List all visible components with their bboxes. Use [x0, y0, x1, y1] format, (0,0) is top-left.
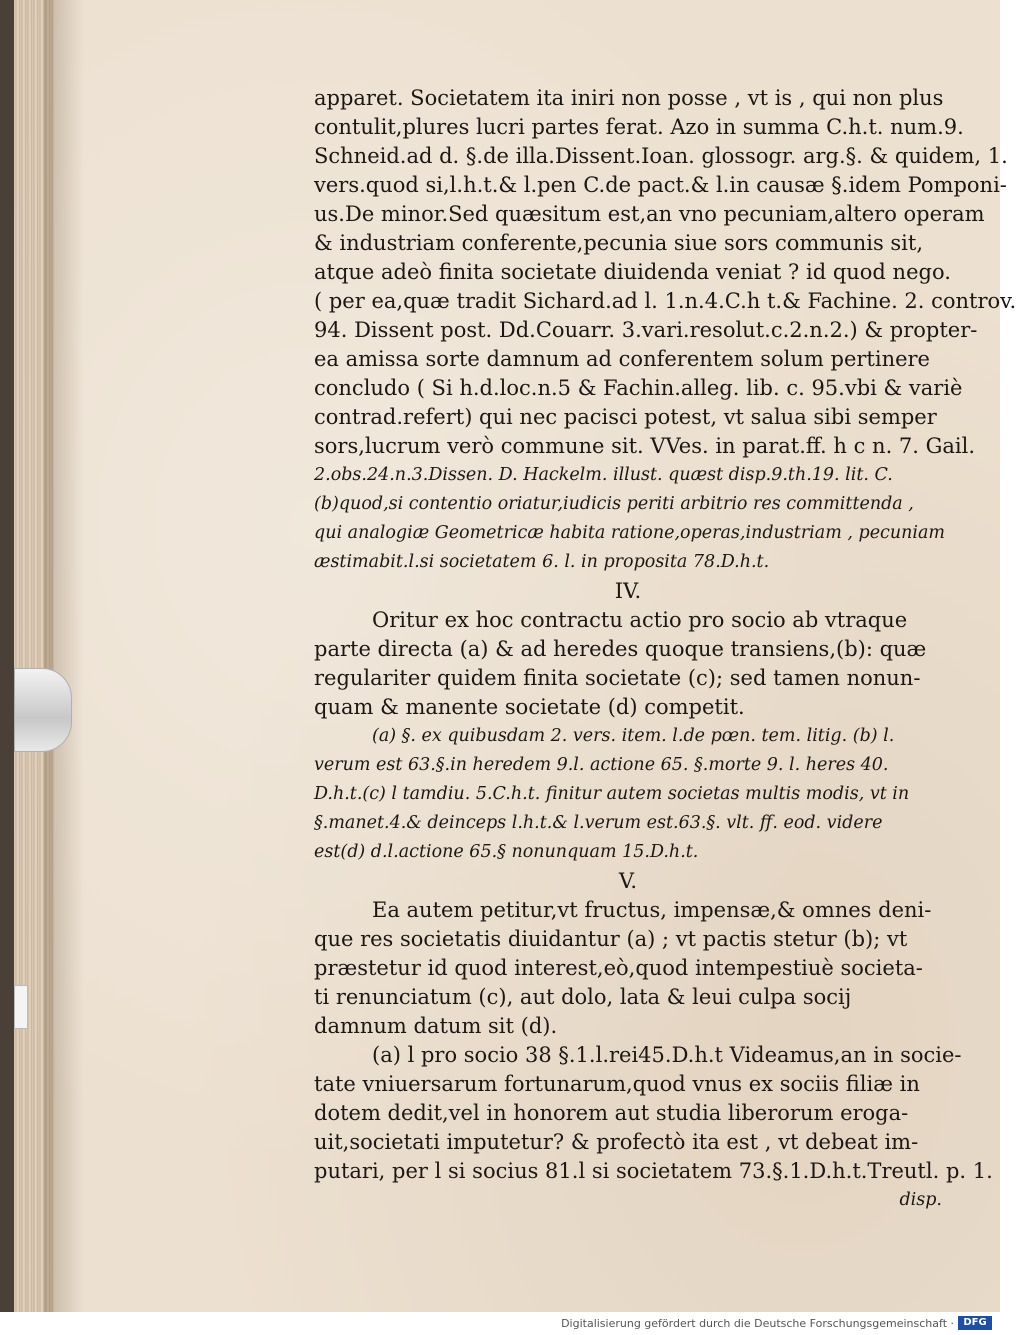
footnote-line: verum est 63.§.in heredem 9.l. actione 65. §.morte 9. l. heres 40.: [314, 755, 889, 775]
paragraph-line: uit,societati imputetur? & profectò ita est , vt debeat im-: [314, 1130, 919, 1154]
footnote-line: (a) §. ex quibusdam 2. vers. item. l.de pœn. tem. litig. (b) l.: [372, 726, 895, 746]
text-line: qui analogiæ Geometricæ habita ratione,operas,industriam , pecuniam: [314, 523, 946, 543]
text-line: atque adeò finita societate diuidenda veniat ? id quod nego.: [314, 260, 951, 284]
paragraph-line: præstetur id quod interest,eò,quod intempestiuè societa-: [314, 956, 923, 980]
paragraph-line: quam & manente societate (d) competit.: [314, 695, 745, 719]
paragraph-line: regulariter quidem finita societate (c); sed tamen nonun-: [314, 666, 921, 690]
text-line: ( per ea,quæ tradit Sichard.ad l. 1.n.4.C.h t.& Fachine. 2. controv.: [314, 289, 1016, 313]
paragraph-line: que res societatis diuidantur (a) ; vt pactis stetur (b); vt: [314, 927, 908, 951]
footnote-line: §.manet.4.& deinceps l.h.t.& l.verum est.63.§. vlt. ff. eod. videre: [314, 813, 883, 833]
paragraph-line: ti renunciatum (c), aut dolo, lata & leui culpa socij: [314, 985, 852, 1009]
page-tab-marker: [14, 985, 28, 1029]
dfg-logo-icon: DFG: [958, 1316, 992, 1330]
text-line: Schneid.ad d. §.de illa.Dissent.Ioan. glossogr. arg.§. & quidem, 1.: [314, 144, 1008, 168]
paragraph-line: putari, per l si socius 81.l si societatem 73.§.1.D.h.t.Treutl. p. 1.: [314, 1159, 993, 1183]
catchword: disp.: [899, 1190, 942, 1210]
text-line: contrad.refert) qui nec pacisci potest, vt salua sibi semper: [314, 405, 937, 429]
text-block: [314, 84, 1016, 1215]
text-line: apparet. Societatem ita iniri non posse , vt is , qui non plus: [314, 86, 944, 110]
footnote-line: D.h.t.(c) l tamdiu. 5.C.h.t. finitur autem societas multis modis, vt in: [314, 784, 910, 804]
paragraph-line: parte directa (a) & ad heredes quoque transiens,(b): quæ: [314, 637, 927, 661]
paragraph-line: Oritur ex hoc contractu actio pro socio ab vtraque: [372, 608, 908, 632]
footer-credit: Digitalisierung gefördert durch die Deutsche Forschungsgemeinschaft ·: [561, 1317, 954, 1330]
text-line: 94. Dissent post. Dd.Couarr. 3.vari.resolut.c.2.n.2.) & propter-: [314, 318, 978, 342]
text-line: 2.obs.24.n.3.Dissen. D. Hackelm. illust. quæst disp.9.th.19. lit. C.: [314, 465, 893, 485]
text-line: vers.quod si,l.h.t.& l.pen C.de pact.& l.in causæ §.idem Pomponi-: [314, 173, 1007, 197]
gutter-shadow: [44, 0, 84, 1312]
text-line: (b)quod,si contentio oriatur,iudicis periti arbitrio res committenda ,: [314, 494, 914, 514]
paragraph-line: Ea autem petitur,vt fructus, impensæ,& omnes deni-: [372, 898, 932, 922]
paragraph-line: (a) l pro socio 38 §.1.l.rei45.D.h.t Videamus,an in socie-: [372, 1043, 962, 1067]
paragraph-line: damnum datum sit (d).: [314, 1014, 558, 1038]
text-line: sors,lucrum verò commune sit. VVes. in parat.ff. h c n. 7. Gail.: [314, 434, 976, 458]
section-heading-v: V.: [618, 869, 638, 893]
paragraph-line: dotem dedit,vel in honorem aut studia liberorum eroga-: [314, 1101, 909, 1125]
text-line: contulit,plures lucri partes ferat. Azo in summa C.h.t. num.9.: [314, 115, 964, 139]
footnote-line: est(d) d.l.actione 65.§ nonunquam 15.D.h.t.: [314, 842, 699, 862]
text-line: us.De minor.Sed quæsitum est,an vno pecuniam,altero operam: [314, 202, 985, 226]
page-clip: [14, 668, 72, 752]
text-line: & industriam conferente,pecunia siue sors communis sit,: [314, 231, 923, 255]
paper-page: [14, 0, 1016, 1312]
digitization-footer: [0, 1312, 1000, 1335]
paragraph-line: tate vniuersarum fortunarum,quod vnus ex sociis filiæ in: [314, 1072, 920, 1096]
text-line: ea amissa sorte damnum ad conferentem solum pertinere: [314, 347, 930, 371]
text-line: æstimabit.l.si societatem 6. l. in proposita 78.D.h.t.: [314, 552, 770, 572]
text-line: concludo ( Si h.d.loc.n.5 & Fachin.alleg. lib. c. 95.vbi & variè: [314, 376, 963, 400]
section-heading-iv: IV.: [614, 579, 642, 603]
